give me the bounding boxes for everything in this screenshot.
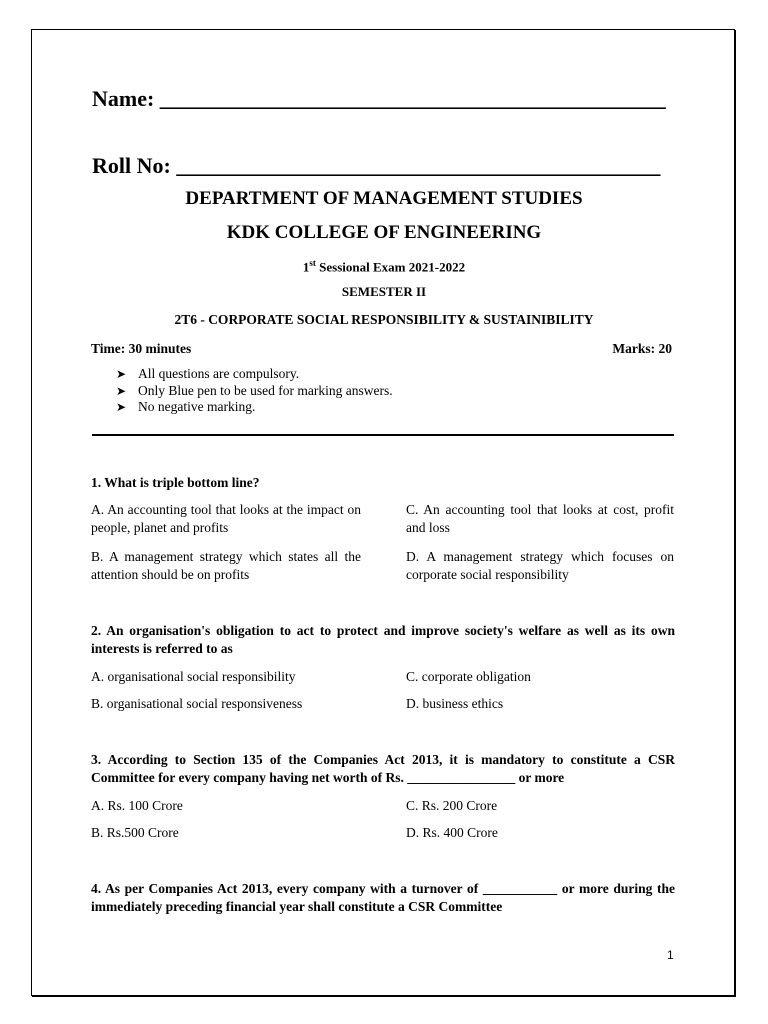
page-number: 1	[667, 948, 674, 962]
question-3-option-c[interactable]: C. Rs. 200 Crore	[406, 798, 498, 813]
instruction-item: ➤ Only Blue pen to be used for marking answers.	[116, 382, 393, 398]
arrow-bullet-icon: ➤	[116, 383, 127, 398]
question-1: 1. What is triple bottom line?	[91, 475, 260, 490]
question-2-option-a[interactable]: A. organisational social responsibility	[91, 669, 296, 684]
question-1-option-b[interactable]: B. A management strategy which states all the attention should be on profits	[91, 549, 361, 582]
question-3-option-d[interactable]: D. Rs. 400 Crore	[406, 825, 498, 840]
question-4: 4. As per Companies Act 2013, every company with a turnover of ___________ or more during the immediately preceding financial year shall constitute a CSR Committee	[91, 881, 675, 914]
arrow-bullet-icon: ➤	[116, 367, 127, 381]
exam-title: 1st Sessional Exam 2021-2022	[302, 258, 466, 275]
question-2: 2. An organisation's obligation to act to protect and improve society's welfare as well as its own interests is referred to as	[91, 623, 675, 656]
question-1-option-c[interactable]: C. An accounting tool that looks at cost, profit and loss	[406, 502, 674, 535]
total-marks: Marks: 20	[612, 341, 672, 356]
college-heading: KDK COLLEGE OF ENGINEERING	[226, 222, 542, 243]
question-3-option-b[interactable]: B. Rs.500 Crore	[91, 825, 179, 840]
question-2-option-b[interactable]: B. organisational social responsiveness	[91, 696, 303, 711]
department-heading: DEPARTMENT OF MANAGEMENT STUDIES	[185, 188, 583, 209]
question-1-option-a[interactable]: A. An accounting tool that looks at the impact on people, planet and profits	[91, 502, 361, 535]
header-divider	[92, 434, 674, 436]
question-2-option-c[interactable]: C. corporate obligation	[406, 669, 531, 684]
instruction-item: ➤ No negative marking.	[116, 399, 256, 414]
question-1-option-d[interactable]: D. A management strategy which focuses on corporate social responsibility	[406, 549, 674, 582]
question-3: 3. According to Section 135 of the Companies Act 2013, it is mandatory to constitute a CSR Committee for every company having net worth of Rs. ________________ or more	[91, 752, 675, 785]
question-3-option-a[interactable]: A. Rs. 100 Crore	[91, 798, 183, 813]
instruction-item: ➤ All questions are compulsory.	[116, 366, 300, 381]
roll-number-field-label: Roll No: ____________________________________________	[92, 153, 661, 178]
semester-label: SEMESTER II	[341, 284, 427, 299]
time-allowed: Time: 30 minutes	[91, 341, 192, 356]
question-2-option-d[interactable]: D. business ethics	[406, 696, 504, 711]
name-field-label: Name: ______________________________________________	[92, 86, 666, 111]
arrow-bullet-icon: ➤	[116, 400, 127, 414]
course-title: 2T6 - CORPORATE SOCIAL RESPONSIBILITY & SUSTAINIBILITY	[174, 312, 594, 327]
instructions-list	[116, 366, 393, 416]
